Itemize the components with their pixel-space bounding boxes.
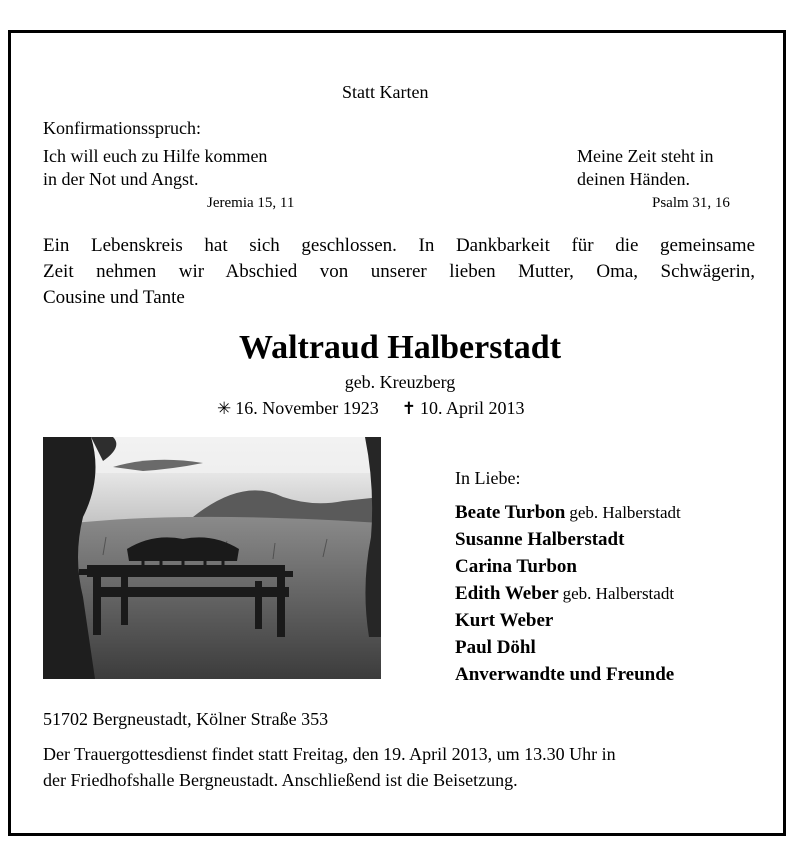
deceased-name: Waltraud Halberstadt: [238, 329, 562, 366]
mourner-name: Anverwandte und Freunde: [455, 664, 675, 685]
mourner-suffix: geb. Halberstadt: [569, 503, 681, 522]
maiden-name: geb. Kreuzberg: [344, 372, 456, 392]
mourner-name: Kurt Weber: [455, 610, 554, 631]
life-dates: [217, 395, 525, 422]
mourner-name: Beate Turbon: [455, 502, 566, 523]
verse-right-line1: Meine Zeit steht in: [577, 146, 714, 166]
service-line1: Der Trauergottesdienst findet statt Freitag, den 19. April 2013, um 13.30 Uhr in: [43, 744, 616, 764]
birth-date: 16. November 1923: [235, 398, 379, 418]
mourner-name: Paul Döhl: [455, 637, 536, 658]
birth-star-icon: ✳: [217, 399, 232, 418]
mourners-list: [455, 500, 681, 689]
mourner-name: Edith Weber: [455, 583, 559, 604]
death-cross-icon: ✝: [401, 399, 416, 418]
mourner-name: Carina Turbon: [455, 556, 577, 577]
verse-right-reference: Psalm 31, 16: [652, 195, 730, 211]
death-date: 10. April 2013: [419, 398, 525, 418]
mourner-row: [455, 500, 681, 527]
mourner-suffix: geb. Halberstadt: [562, 584, 675, 603]
address: 51702 Bergneustadt, Kölner Straße 353: [43, 709, 329, 729]
intro-line2: Zeit nehmen wir Abschied von unserer lieben Mutter, Oma, Schwägerin,: [43, 261, 755, 282]
mourner-row: [455, 635, 681, 662]
mourner-row: [455, 554, 681, 581]
mourner-row: [455, 527, 681, 554]
mourners-heading: In Liebe:: [455, 468, 521, 488]
verse-right-line2: deinen Händen.: [577, 169, 690, 189]
verse-left-line1: Ich will euch zu Hilfe kommen: [43, 146, 268, 166]
mourner-row: [455, 608, 681, 635]
statt-karten: Statt Karten: [342, 82, 429, 102]
intro-line3: Cousine und Tante: [43, 287, 185, 308]
service-line2: der Friedhofshalle Bergneustadt. Anschließend ist die Beisetzung.: [43, 770, 518, 790]
confirmation-label: Konfirmationsspruch:: [43, 118, 201, 138]
intro-line1: Ein Lebenskreis hat sich geschlossen. In Dankbarkeit für die gemeinsame: [43, 235, 755, 256]
mourner-row: [455, 581, 681, 608]
mourner-row: [455, 662, 681, 689]
verse-left-line2: in der Not und Angst.: [43, 169, 199, 189]
bench-by-lake-photo: [43, 437, 381, 679]
verse-left-reference: Jeremia 15, 11: [207, 195, 295, 211]
mourner-name: Susanne Halberstadt: [455, 529, 625, 550]
